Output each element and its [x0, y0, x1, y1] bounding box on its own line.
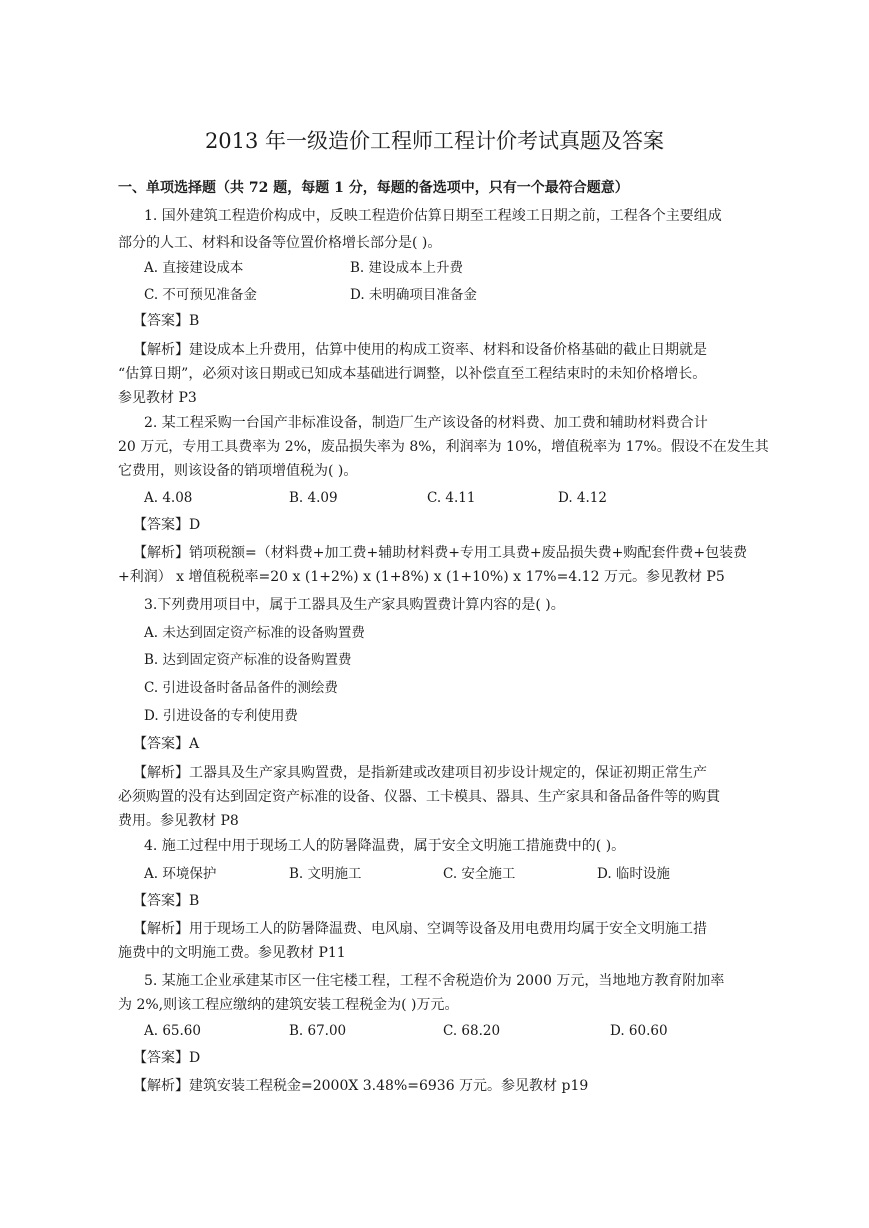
q1-option-d: D. 未明确项目准备金	[350, 287, 477, 303]
q2-option-b: B. 4.09	[289, 490, 338, 506]
q5-analysis-line: 【解析】建筑安装工程税金=2000X 3.48%=6936 万元。参见教材 p19	[133, 1078, 589, 1094]
q5-option-d: D. 60.60	[610, 1023, 668, 1039]
q3-answer: 【答案】A	[133, 736, 200, 752]
q1-option-c: C. 不可预见准备金	[144, 287, 257, 303]
q1-option-b: B. 建设成本上升费	[350, 260, 464, 276]
q2-analysis-line: +利润） x 增值税税率=20 x (1+2%) x (1+8%) x (1+10%) x 17%=4.12 万元。参见教材 P5	[118, 569, 725, 585]
document-title: 2013 年一级造价工程师工程计价考试真题及答案	[204, 129, 665, 153]
q3-analysis-line: 必须购置的没有达到固定资产标准的设备、仪器、工卡模具、器具、生产家具和备品备件等的购貫	[118, 789, 720, 805]
q5-answer: 【答案】D	[133, 1050, 201, 1066]
q1-analysis-line: 参见教材 P3	[118, 390, 197, 406]
q3-option-d: D. 引进设备的专利使用费	[144, 708, 298, 724]
q1-stem-line: 1. 国外建筑工程造价构成中，反映工程造价估算日期至工程竣工日期之前，工程各个主要组成	[144, 208, 722, 224]
q2-analysis-line: 【解析】销项税额=（材料费+加工费+辅助材料费+专用工具费+废品损失费+购配套件费+包装费	[133, 545, 748, 561]
q3-stem-line: 3.下列费用项目中，属于工器具及生产家具购置费计算内容的是( )。	[144, 597, 565, 613]
q1-answer: 【答案】B	[133, 313, 200, 329]
q5-option-b: B. 67.00	[289, 1023, 347, 1039]
q5-stem-line: 5. 某施工企业承建某市区一住宅楼工程，工程不舍税造价为 2000 万元，当地地方教育附加率	[144, 973, 725, 989]
q2-stem-line: 它费用，则该设备的销项增值税为( )。	[118, 463, 358, 479]
q5-option-a: A. 65.60	[144, 1023, 201, 1039]
q2-option-a: A. 4.08	[144, 490, 193, 506]
q2-stem-line: 2. 某工程采购一台国产非标准设备，制造厂生产该设备的材料费、加工费和辅助材料费合计	[144, 415, 708, 431]
q4-option-b: B. 文明施工	[289, 866, 362, 882]
q5-stem-line: 为 2%,则该工程应缴纳的建筑安装工程税金为( )万元。	[118, 997, 459, 1013]
q1-stem-line: 部分的人工、材料和设备等位置价格增长部分是( )。	[118, 235, 442, 251]
q2-option-d: D. 4.12	[558, 490, 607, 506]
q3-option-a: A. 未达到固定资产标准的设备购置费	[144, 625, 365, 641]
q1-analysis-line: “估算日期”，必须对该日期或已知成本基础进行调整，以补偿直至工程结束时的未知价格增长。	[118, 366, 707, 382]
q3-option-c: C. 引进设备时备品备件的测绘费	[144, 680, 338, 696]
q2-option-c: C. 4.11	[427, 490, 476, 506]
q4-option-d: D. 临时设施	[597, 866, 670, 882]
q4-option-c: C. 安全施工	[443, 866, 516, 882]
q4-answer: 【答案】B	[133, 893, 200, 909]
q2-stem-line: 20 万元，专用工具费率为 2%，废品损失率为 8%，利润率为 10%，增值税率为 17%。假设不在发生其	[118, 439, 769, 455]
q5-option-c: C. 68.20	[443, 1023, 501, 1039]
q4-analysis-line: 施费中的文明施工费。参见教材 P11	[118, 945, 346, 961]
q4-stem-line: 4. 施工过程中用于现场工人的防暑降温费，属于安全文明施工措施费中的( )。	[144, 838, 626, 854]
section-heading: 一、单项选择题（共 72 题，每题 1 分，每题的备选项中，只有一个最符合题意）	[118, 180, 629, 196]
q1-analysis-line: 【解析】建设成本上升费用，估算中使用的构成工资率、材料和设备价格基础的截止日期就是	[133, 342, 707, 358]
q4-analysis-line: 【解析】用于现场工人的防暑降温费、电风扇、空调等设备及用电费用均属于安全文明施工措	[133, 921, 707, 937]
q3-option-b: B. 达到固定资产标准的设备购置费	[144, 652, 352, 668]
q2-answer: 【答案】D	[133, 517, 201, 533]
q1-option-a: A. 直接建设成本	[144, 260, 244, 276]
q3-analysis-line: 【解析】工器具及生产家具购置费，是指新建或改建项目初步设计规定的，保证初期正常生产	[133, 765, 707, 781]
q3-analysis-line: 费用。参见教材 P8	[118, 813, 239, 829]
q4-option-a: A. 环境保护	[144, 866, 217, 882]
